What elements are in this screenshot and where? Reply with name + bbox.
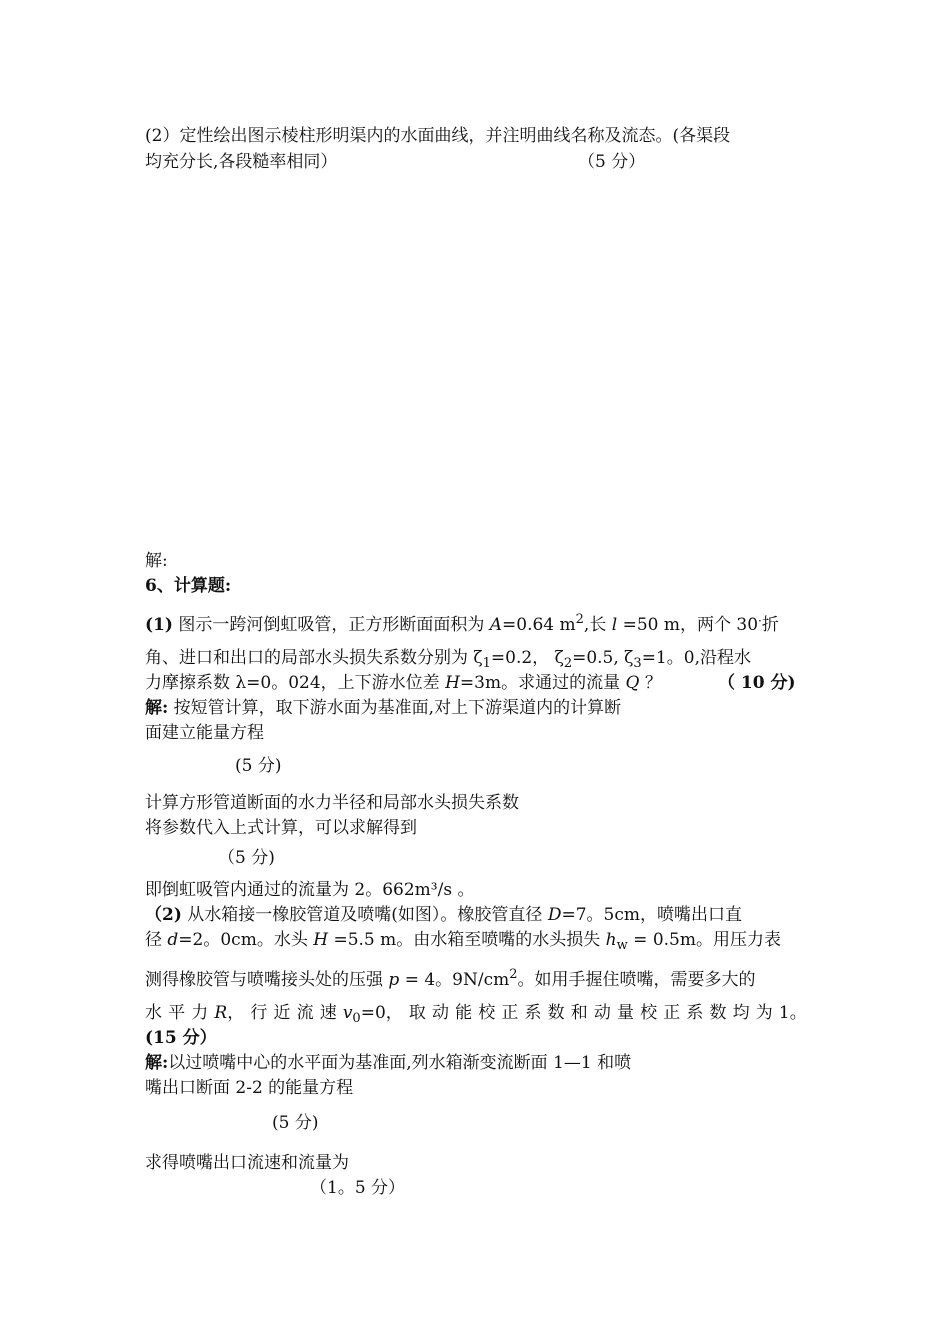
problem-2-line-4-word: 速 — [319, 1003, 337, 1023]
var-h: h — [605, 930, 617, 950]
problem-2-solution-line-2: 嘴出口断面 2-2 的能量方程 — [145, 1078, 354, 1098]
question-2-line-1: (2）定性绘出图示棱柱形明渠内的水面曲线，并注明曲线名称及流态。(各渠段 — [145, 126, 731, 146]
var-D: D — [547, 905, 562, 925]
problem-2-line-4 — [145, 1003, 807, 1026]
problem-2-line-4-word: 数 — [547, 1003, 565, 1023]
problem-2-line-2 — [145, 930, 781, 953]
problem-1-line-2 — [145, 648, 751, 671]
solution-text: 按短管计算，取下游水面为基准面,对上下游渠道内的计算断 — [168, 698, 622, 718]
problem-2-line-4-word: 水 — [145, 1003, 162, 1023]
var-d: d — [167, 930, 179, 950]
problem-2-line-4-word: 1。 — [778, 1003, 807, 1023]
problem-2-line-4-word: 数 — [709, 1003, 727, 1023]
var-l: l — [611, 615, 618, 635]
problem-1-number: (1) — [145, 615, 173, 635]
problem-1-text: =3m。求通过的流量 — [459, 673, 626, 693]
solution-label: 解: — [145, 698, 169, 718]
problem-2-line-4-word: 取 — [408, 1003, 426, 1023]
problem-1-score: （ 10 分) — [718, 673, 796, 693]
problem-2-line-4-word: 均 — [732, 1003, 750, 1023]
problem-1-solution-line-2: 面建立能量方程 — [145, 723, 264, 743]
solution-text: 以过喷嘴中心的水平面为基准面,列水箱渐变流断面 1—1 和喷 — [168, 1053, 632, 1073]
problem-2-line-1 — [145, 907, 742, 924]
problem-2-score: (15 分） — [145, 1028, 217, 1048]
problem-2-text: 测得橡胶管与喷嘴接头处的压强 — [145, 970, 389, 990]
subscript: 3 — [633, 656, 642, 671]
subscript: w — [616, 938, 628, 953]
problem-2-line-4-word: 力 — [191, 1003, 209, 1023]
problem-1-text: =0.5, ζ — [572, 648, 634, 668]
var-H: H — [445, 673, 460, 693]
superscript: 2 — [575, 612, 584, 627]
problem-1-result: 即倒虹吸管内通过的流量为 2。662m³/s 。 — [145, 880, 475, 900]
problem-2-line-4-word: 系 — [686, 1003, 704, 1023]
problem-2-line-4-word: 平 — [168, 1003, 186, 1023]
problem-2-line-4-word: 为 — [755, 1003, 773, 1023]
problem-2-text: 。如用手握住喷嘴，需要多大的 — [517, 970, 756, 990]
problem-2-line-4-word: 系 — [524, 1003, 542, 1023]
solution-label: 解: — [145, 1053, 169, 1073]
superscript: 2 — [509, 967, 518, 982]
subscript: 2 — [563, 656, 573, 671]
problem-2-text: =2。0cm。水头 — [178, 930, 314, 950]
problem-2-score-b: （1。5 分） — [310, 1178, 406, 1198]
problem-2-line-4-word: 动 — [432, 1003, 450, 1023]
problem-1-calc-2: 将参数代入上式计算，可以求解得到 — [145, 818, 417, 838]
problem-2-score-a: (5 分) — [272, 1113, 319, 1133]
problem-1-line-1 — [145, 612, 779, 635]
problem-1-text: =1。0,沿程水 — [641, 648, 751, 668]
problem-1-calc-1: 计算方形管道断面的水力半径和局部水头损失系数 — [145, 793, 519, 813]
problem-2-line-4-word: 近 — [273, 1003, 291, 1023]
problem-1-line-3 — [145, 675, 662, 692]
question-2-text: 均充分长,各段糙率相同） — [145, 152, 338, 172]
question-2-score: （5 分） — [578, 152, 646, 172]
subscript: 1 — [482, 656, 491, 671]
problem-2-text: 径 — [145, 930, 168, 950]
problem-2-line-4-word: 校 — [478, 1003, 496, 1023]
problem-2-line-4-word: 正 — [663, 1003, 681, 1023]
problem-2-line-4-word: $v_0=0$， — [342, 1003, 403, 1026]
problem-2-line-4-word: 行 — [250, 1003, 268, 1023]
degree-dot: · — [758, 614, 762, 628]
problem-2-text: = 0.5m。用压力表 — [627, 930, 781, 950]
problem-1-solution-line-1 — [145, 700, 621, 717]
problem-1-score-a: (5 分) — [235, 756, 282, 776]
problem-2-calc-1: 求得喷嘴出口流速和流量为 — [145, 1153, 349, 1173]
problem-2-line-4-word: 动 — [593, 1003, 611, 1023]
problem-2-line-4-word: 和 — [570, 1003, 588, 1023]
problem-2-line-4-word: 校 — [640, 1003, 658, 1023]
answer-label: 解: — [145, 551, 168, 571]
problem-2-text: = 4。9N/cm — [399, 970, 510, 990]
problem-1-text: =0.2， ζ — [490, 648, 564, 668]
problem-2-number: （2) — [145, 905, 182, 925]
problem-1-text: =0.64 m — [502, 615, 576, 635]
problem-1-text: ？ — [639, 673, 662, 693]
var-A: A — [489, 615, 503, 635]
problem-1-text: 力摩擦系数 λ=0。024，上下游水位差 — [145, 673, 446, 693]
section-6-heading: 6、计算题: — [145, 576, 232, 596]
problem-2-line-4-word: 能 — [455, 1003, 473, 1023]
problem-1-text: =50 m，两个 30 — [617, 615, 759, 635]
var-H: H — [313, 930, 329, 950]
problem-2-text: =5.5 m。由水箱至喷嘴的水头损失 — [328, 930, 606, 950]
problem-1-text: 角、进口和出口的局部水头损失系数分别为 ζ — [145, 648, 483, 668]
problem-2-line-4-word: R， — [214, 1003, 245, 1023]
problem-2-text: 从水箱接一橡胶管道及喷嘴(如图）。橡胶管直径 — [181, 905, 548, 925]
problem-2-line-4-word: 正 — [501, 1003, 519, 1023]
problem-1-text: 图示一跨河倒虹吸管，正方形断面面积为 — [172, 615, 490, 635]
problem-2-line-4-word: 流 — [296, 1003, 314, 1023]
problem-2-line-3 — [145, 967, 756, 990]
problem-2-line-4-word: 量 — [617, 1003, 635, 1023]
problem-1-score-b: （5 分) — [218, 848, 275, 868]
problem-1-text: ,长 — [583, 615, 612, 635]
problem-2-solution-line-1 — [145, 1055, 631, 1072]
var-Q: Q — [625, 673, 640, 693]
var-p: p — [388, 970, 400, 990]
problem-1-text: 折 — [761, 615, 779, 635]
problem-2-text: =7。5cm，喷嘴出口直 — [561, 905, 742, 925]
question-2-line-2 — [145, 154, 337, 171]
